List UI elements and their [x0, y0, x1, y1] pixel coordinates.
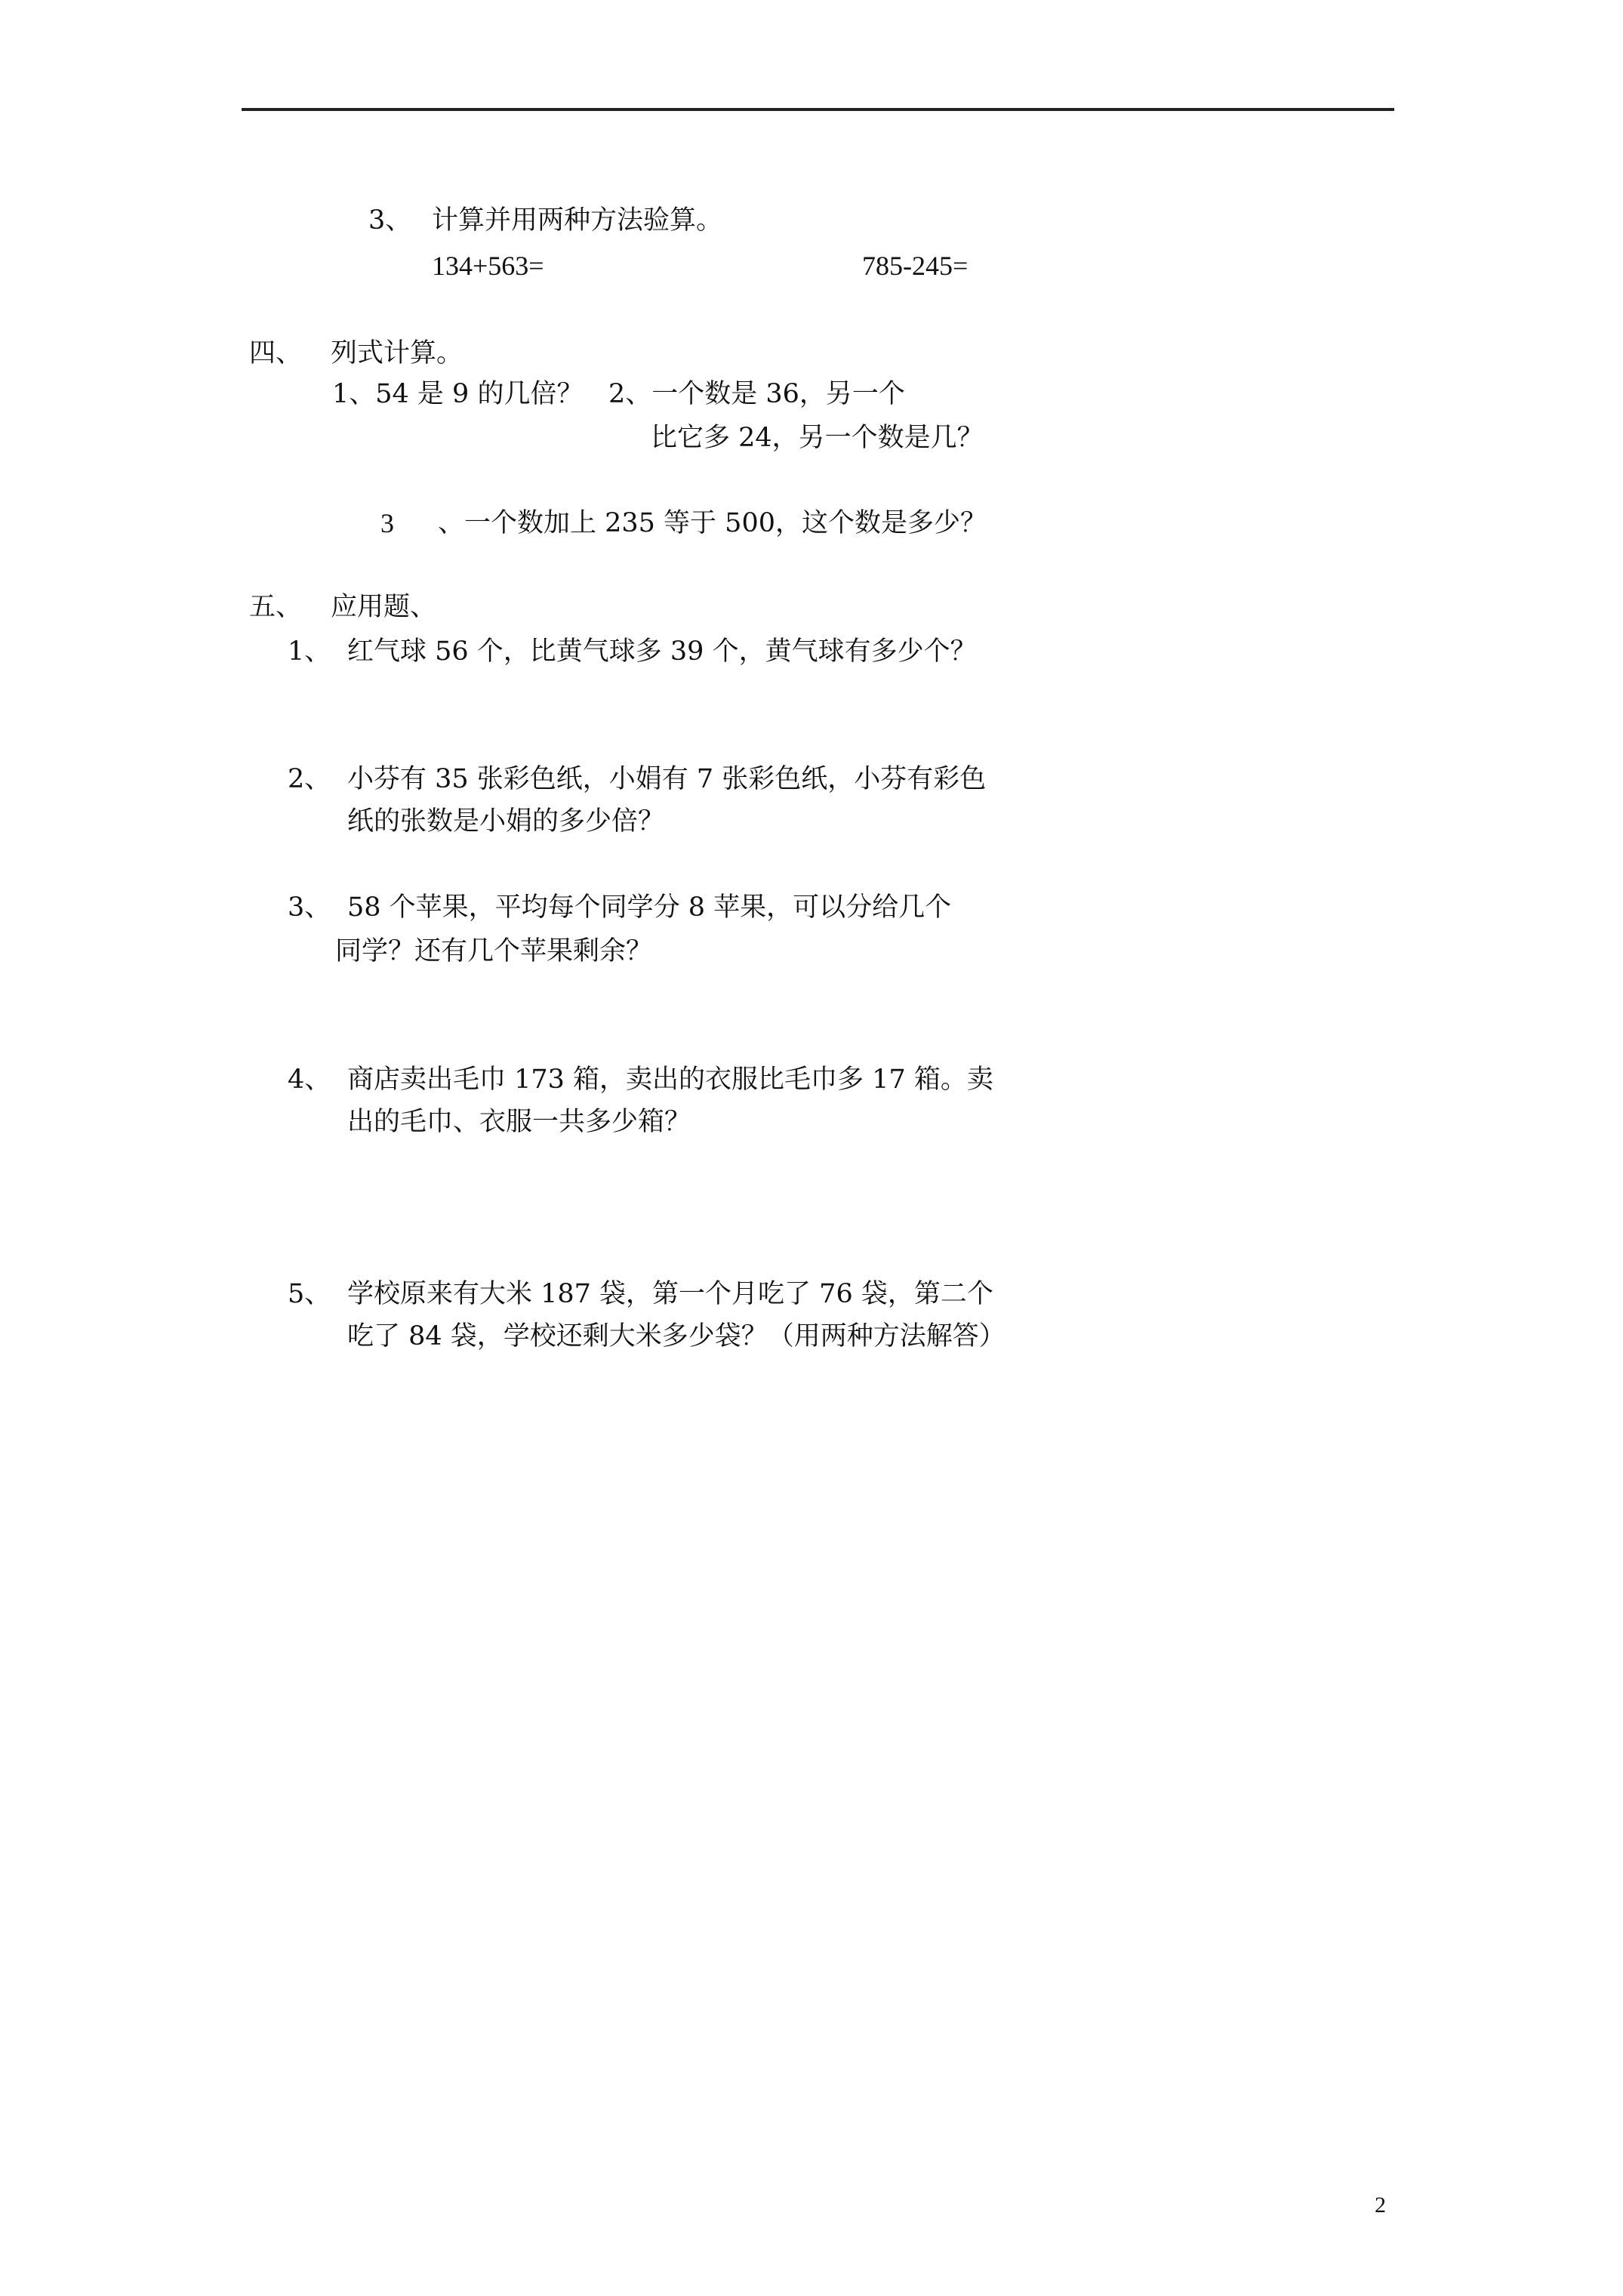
- expression-1: 134+563=: [432, 251, 544, 281]
- header-rule: [242, 108, 1394, 111]
- problem-text-line-2: 出的毛巾、衣服一共多少箱？: [347, 1107, 691, 1137]
- page-number: 2: [1375, 2193, 1386, 2217]
- problem-text-line-2: 吃了 84 袋，学校还剩大米多少袋？（用两种方法解答）: [347, 1321, 1006, 1351]
- problem-number: 5、: [288, 1279, 331, 1309]
- problem-text-line-1: 红气球 56 个，比黄气球多 39 个，黄气球有多少个？: [347, 636, 977, 667]
- problem-text-line-2: 同学？还有几个苹果剩余？: [335, 936, 653, 966]
- problem-text-line-1: 学校原来有大米 187 袋，第一个月吃了 76 袋，第二个: [347, 1279, 993, 1309]
- item-number: 3、: [368, 205, 412, 236]
- section-heading: 列式计算。: [331, 338, 463, 368]
- question-3-number: 3: [380, 508, 394, 538]
- expression-2: 785-245=: [862, 251, 969, 281]
- section-heading-number: 五、: [249, 592, 303, 622]
- problem-number: 3、: [288, 892, 331, 923]
- question-3-text: 、一个数加上 235 等于 500，这个数是多少？: [438, 508, 987, 538]
- section-heading: 应用题、: [331, 592, 437, 622]
- problem-text-line-2: 纸的张数是小娟的多少倍？: [347, 806, 665, 837]
- question-1: 1、54 是 9 的几倍？: [332, 379, 584, 409]
- question-2-line-1: 2、一个数是 36，另一个: [608, 379, 905, 409]
- section-heading-number: 四、: [249, 338, 303, 368]
- problem-number: 2、: [288, 764, 331, 794]
- problem-text-line-1: 小芬有 35 张彩色纸，小娟有 7 张彩色纸，小芬有彩色: [347, 764, 987, 794]
- problem-number: 4、: [288, 1065, 331, 1095]
- item-title: 计算并用两种方法验算。: [432, 205, 723, 236]
- problem-number: 1、: [288, 636, 331, 667]
- problem-text-line-1: 商店卖出毛巾 173 箱，卖出的衣服比毛巾多 17 箱。卖: [347, 1065, 993, 1095]
- question-2-line-2: 比它多 24，另一个数是几？: [651, 423, 984, 453]
- problem-text-line-1: 58 个苹果，平均每个同学分 8 苹果，可以分给几个: [347, 892, 952, 923]
